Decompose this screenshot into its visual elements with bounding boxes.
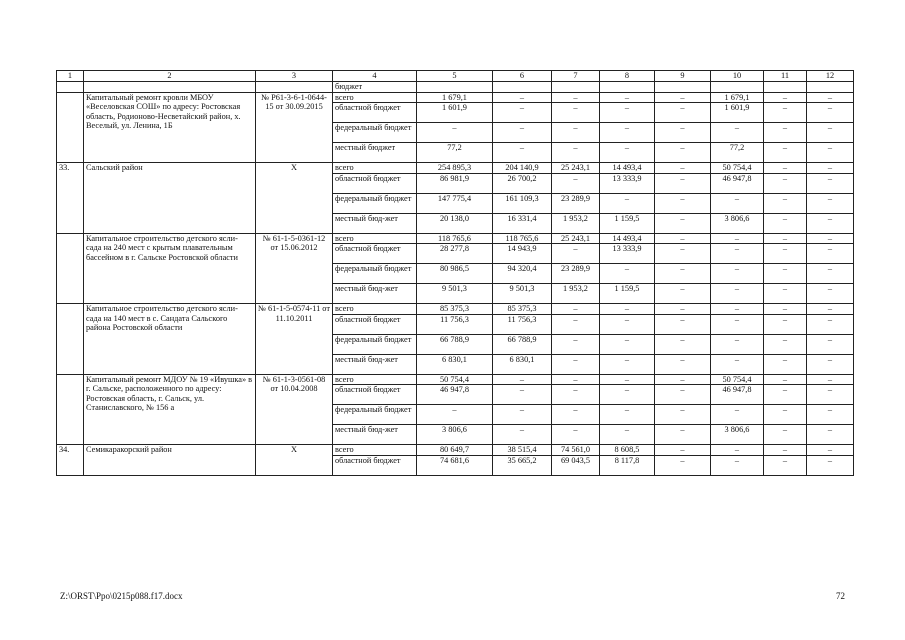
value-cell: –: [655, 354, 711, 374]
value-cell: 13 333,9: [600, 173, 655, 193]
value-cell: –: [807, 123, 854, 143]
funding-source-label: федеральный бюджет: [333, 405, 417, 425]
value-cell: –: [552, 405, 600, 425]
value-cell: –: [764, 425, 807, 445]
row-number-cell: [57, 92, 84, 163]
value-cell: –: [711, 445, 764, 456]
row-number-cell: [57, 304, 84, 375]
value-cell: 118 765,6: [417, 233, 493, 244]
value-cell: –: [711, 264, 764, 284]
funding-source-label: областной бюджет: [333, 103, 417, 123]
table-row: [57, 92, 854, 103]
value-cell: –: [417, 123, 493, 143]
column-number-header: 2: [84, 71, 256, 82]
value-cell: –: [807, 163, 854, 174]
row-number-cell: [57, 233, 84, 304]
value-cell: 14 493,4: [600, 233, 655, 244]
value-cell: –: [764, 123, 807, 143]
value-cell: 80 986,5: [417, 264, 493, 284]
funding-source-label: местный бюд-жет: [333, 354, 417, 374]
value-cell: –: [711, 233, 764, 244]
value-cell: –: [764, 173, 807, 193]
value-cell: –: [552, 143, 600, 163]
value-cell: –: [655, 173, 711, 193]
value-cell: –: [764, 284, 807, 304]
value-cell: –: [764, 264, 807, 284]
value-cell: –: [764, 244, 807, 264]
value-cell: –: [600, 264, 655, 284]
value-cell: –: [493, 405, 552, 425]
value-cell: –: [600, 425, 655, 445]
funding-source-label: местный бюд-жет: [333, 284, 417, 304]
value-cell: 46 947,8: [711, 173, 764, 193]
object-name-cell: Сальский район: [84, 163, 256, 234]
value-cell: –: [807, 143, 854, 163]
value-cell: 1 159,5: [600, 213, 655, 233]
value-cell: 74 561,0: [552, 445, 600, 456]
value-cell: –: [807, 92, 854, 103]
value-cell: 1 601,9: [711, 103, 764, 123]
funding-source-label: всего: [333, 92, 417, 103]
value-cell: –: [711, 455, 764, 475]
footer-file-path: Z:\ORST\Ppo\0215p088.f17.docx: [60, 591, 183, 601]
value-cell: –: [711, 354, 764, 374]
value-cell: –: [807, 193, 854, 213]
value-cell: 1 953,2: [552, 284, 600, 304]
value-cell: 46 947,8: [417, 385, 493, 405]
value-cell: 25 243,1: [552, 163, 600, 174]
document-number-cell: № 61-1-5-0361-12 от 15.06.2012: [256, 233, 333, 304]
value-cell: 1 679,1: [711, 92, 764, 103]
value-cell: –: [655, 445, 711, 456]
value-cell: –: [493, 103, 552, 123]
column-number-header: 3: [256, 71, 333, 82]
value-cell: [600, 82, 655, 93]
value-cell: –: [807, 405, 854, 425]
value-cell: 254 895,3: [417, 163, 493, 174]
funding-source-label: областной бюджет: [333, 244, 417, 264]
value-cell: 50 754,4: [711, 163, 764, 174]
value-cell: –: [807, 264, 854, 284]
value-cell: –: [807, 304, 854, 315]
value-cell: 66 788,9: [417, 334, 493, 354]
value-cell: –: [807, 314, 854, 334]
funding-source-label: всего: [333, 233, 417, 244]
value-cell: –: [807, 213, 854, 233]
column-number-header: 1: [57, 71, 84, 82]
budget-table: [56, 70, 854, 476]
value-cell: [655, 82, 711, 93]
value-cell: –: [552, 123, 600, 143]
value-cell: –: [655, 425, 711, 445]
value-cell: –: [493, 92, 552, 103]
funding-source-label: областной бюджет: [333, 173, 417, 193]
value-cell: –: [807, 284, 854, 304]
value-cell: –: [764, 304, 807, 315]
value-cell: –: [807, 455, 854, 475]
object-name-cell: Семикаракорский район: [84, 445, 256, 476]
funding-source-label: федеральный бюджет: [333, 193, 417, 213]
funding-source-label: местный бюд-жет: [333, 425, 417, 445]
column-number-header: 11: [764, 71, 807, 82]
funding-source-label: всего: [333, 374, 417, 385]
value-cell: –: [711, 334, 764, 354]
value-cell: [711, 82, 764, 93]
value-cell: –: [655, 193, 711, 213]
column-number-header: 8: [600, 71, 655, 82]
value-cell: –: [493, 374, 552, 385]
value-cell: –: [764, 143, 807, 163]
value-cell: –: [552, 314, 600, 334]
row-number-cell: 33.: [57, 163, 84, 234]
funding-source-label: местный бюджет: [333, 143, 417, 163]
value-cell: 28 277,8: [417, 244, 493, 264]
value-cell: –: [807, 244, 854, 264]
funding-source-label: всего: [333, 445, 417, 456]
value-cell: 50 754,4: [417, 374, 493, 385]
object-name-cell: Капитальный ремонт МДОУ № 19 «Ивушка» в г. Сальске, расположенного по адресу: Ростовская область, г. Сальск, ул. Станиславского, № 156 а: [84, 374, 256, 445]
value-cell: –: [600, 314, 655, 334]
value-cell: –: [552, 103, 600, 123]
value-cell: –: [552, 92, 600, 103]
table-row: [57, 82, 854, 93]
table-header-row: [57, 71, 854, 82]
value-cell: [764, 82, 807, 93]
table-row: [57, 374, 854, 385]
funding-source-label: местный бюд-жет: [333, 213, 417, 233]
value-cell: 77,2: [417, 143, 493, 163]
value-cell: [807, 82, 854, 93]
value-cell: –: [552, 374, 600, 385]
funding-source-label: федеральный бюджет: [333, 264, 417, 284]
value-cell: –: [600, 405, 655, 425]
value-cell: –: [807, 354, 854, 374]
value-cell: –: [600, 304, 655, 315]
value-cell: –: [764, 193, 807, 213]
funding-source-label: областной бюджет: [333, 455, 417, 475]
value-cell: [417, 82, 493, 93]
value-cell: –: [655, 103, 711, 123]
value-cell: –: [807, 445, 854, 456]
value-cell: 16 331,4: [493, 213, 552, 233]
value-cell: –: [493, 385, 552, 405]
value-cell: –: [807, 103, 854, 123]
value-cell: 161 109,3: [493, 193, 552, 213]
value-cell: –: [600, 92, 655, 103]
value-cell: –: [807, 233, 854, 244]
value-cell: –: [764, 334, 807, 354]
document-number-cell: № 61-1-5-0574-11 от 11.10.2011: [256, 304, 333, 375]
value-cell: 46 947,8: [711, 385, 764, 405]
funding-source-label: областной бюджет: [333, 314, 417, 334]
value-cell: [493, 82, 552, 93]
funding-source-label: бюджет: [333, 82, 417, 93]
value-cell: 204 140,9: [493, 163, 552, 174]
value-cell: 11 756,3: [417, 314, 493, 334]
value-cell: –: [655, 143, 711, 163]
object-name-cell: Капитальное строительство детского ясли-сада на 140 мест в с. Сандата Сальского района Ростовской области: [84, 304, 256, 375]
value-cell: –: [655, 374, 711, 385]
value-cell: 85 375,3: [417, 304, 493, 315]
value-cell: 11 756,3: [493, 314, 552, 334]
column-number-header: 10: [711, 71, 764, 82]
value-cell: –: [764, 103, 807, 123]
value-cell: 9 501,3: [417, 284, 493, 304]
value-cell: 1 679,1: [417, 92, 493, 103]
value-cell: –: [552, 173, 600, 193]
table-row: [57, 233, 854, 244]
row-number-cell: [57, 374, 84, 445]
value-cell: –: [600, 103, 655, 123]
value-cell: –: [493, 123, 552, 143]
value-cell: 14 493,4: [600, 163, 655, 174]
document-number-cell: [256, 82, 333, 93]
funding-source-label: областной бюджет: [333, 385, 417, 405]
value-cell: –: [711, 244, 764, 264]
value-cell: –: [807, 173, 854, 193]
footer-page-number: 72: [836, 591, 845, 601]
value-cell: 6 830,1: [493, 354, 552, 374]
value-cell: 13 333,9: [600, 244, 655, 264]
value-cell: 8 608,5: [600, 445, 655, 456]
value-cell: –: [655, 233, 711, 244]
value-cell: –: [655, 213, 711, 233]
table-row: [57, 304, 854, 315]
value-cell: –: [600, 374, 655, 385]
value-cell: –: [493, 425, 552, 445]
value-cell: –: [711, 123, 764, 143]
value-cell: 85 375,3: [493, 304, 552, 315]
value-cell: –: [552, 244, 600, 264]
value-cell: –: [655, 304, 711, 315]
value-cell: –: [764, 233, 807, 244]
value-cell: –: [552, 385, 600, 405]
value-cell: –: [655, 314, 711, 334]
value-cell: –: [493, 143, 552, 163]
value-cell: –: [552, 334, 600, 354]
value-cell: 35 665,2: [493, 455, 552, 475]
value-cell: –: [552, 304, 600, 315]
value-cell: –: [764, 163, 807, 174]
value-cell: 38 515,4: [493, 445, 552, 456]
column-number-header: 7: [552, 71, 600, 82]
value-cell: –: [711, 405, 764, 425]
value-cell: –: [764, 385, 807, 405]
value-cell: –: [600, 354, 655, 374]
column-number-header: 5: [417, 71, 493, 82]
document-number-cell: Х: [256, 445, 333, 476]
column-number-header: 9: [655, 71, 711, 82]
document-number-cell: № Р61-3-6-1-0644-15 от 30.09.2015: [256, 92, 333, 163]
value-cell: 14 943,9: [493, 244, 552, 264]
value-cell: –: [807, 425, 854, 445]
value-cell: 23 289,9: [552, 264, 600, 284]
value-cell: 50 754,4: [711, 374, 764, 385]
value-cell: –: [764, 314, 807, 334]
value-cell: –: [711, 314, 764, 334]
value-cell: –: [764, 354, 807, 374]
value-cell: –: [764, 405, 807, 425]
object-name-cell: [84, 82, 256, 93]
value-cell: –: [417, 405, 493, 425]
value-cell: 20 138,0: [417, 213, 493, 233]
document-number-cell: № 61-1-3-0561-08 от 10.04.2008: [256, 374, 333, 445]
value-cell: –: [655, 334, 711, 354]
value-cell: –: [600, 123, 655, 143]
column-number-header: 4: [333, 71, 417, 82]
value-cell: [552, 82, 600, 93]
value-cell: 3 806,6: [417, 425, 493, 445]
row-number-cell: [57, 82, 84, 93]
value-cell: –: [711, 304, 764, 315]
value-cell: 77,2: [711, 143, 764, 163]
column-number-header: 12: [807, 71, 854, 82]
value-cell: 66 788,9: [493, 334, 552, 354]
funding-source-label: всего: [333, 304, 417, 315]
value-cell: –: [600, 143, 655, 163]
value-cell: –: [655, 92, 711, 103]
value-cell: 1 601,9: [417, 103, 493, 123]
value-cell: –: [600, 334, 655, 354]
value-cell: 80 649,7: [417, 445, 493, 456]
value-cell: 23 289,9: [552, 193, 600, 213]
funding-source-label: федеральный бюджет: [333, 334, 417, 354]
value-cell: –: [552, 425, 600, 445]
value-cell: 6 830,1: [417, 354, 493, 374]
value-cell: –: [655, 244, 711, 264]
row-number-cell: 34.: [57, 445, 84, 476]
value-cell: –: [711, 193, 764, 213]
value-cell: 147 775,4: [417, 193, 493, 213]
value-cell: –: [655, 455, 711, 475]
value-cell: 118 765,6: [493, 233, 552, 244]
value-cell: –: [600, 193, 655, 213]
value-cell: –: [600, 385, 655, 405]
value-cell: 74 681,6: [417, 455, 493, 475]
value-cell: 9 501,3: [493, 284, 552, 304]
value-cell: –: [764, 92, 807, 103]
value-cell: –: [764, 374, 807, 385]
funding-source-label: федеральный бюджет: [333, 123, 417, 143]
document-number-cell: Х: [256, 163, 333, 234]
value-cell: 3 806,6: [711, 425, 764, 445]
value-cell: 8 117,8: [600, 455, 655, 475]
object-name-cell: Капитальное строительство детского ясли-сада на 240 мест с крытым плавательным бассейном в г. Сальске Ростовской области: [84, 233, 256, 304]
value-cell: –: [764, 213, 807, 233]
value-cell: 25 243,1: [552, 233, 600, 244]
value-cell: 94 320,4: [493, 264, 552, 284]
column-number-header: 6: [493, 71, 552, 82]
funding-source-label: всего: [333, 163, 417, 174]
value-cell: 69 043,5: [552, 455, 600, 475]
value-cell: –: [655, 385, 711, 405]
value-cell: –: [655, 123, 711, 143]
value-cell: 86 981,9: [417, 173, 493, 193]
value-cell: –: [552, 354, 600, 374]
value-cell: 3 806,6: [711, 213, 764, 233]
value-cell: –: [655, 163, 711, 174]
value-cell: 1 159,5: [600, 284, 655, 304]
value-cell: –: [764, 455, 807, 475]
value-cell: –: [807, 334, 854, 354]
value-cell: 26 700,2: [493, 173, 552, 193]
table-row: [57, 445, 854, 456]
value-cell: –: [711, 284, 764, 304]
value-cell: 1 953,2: [552, 213, 600, 233]
value-cell: –: [655, 264, 711, 284]
value-cell: –: [655, 405, 711, 425]
value-cell: –: [807, 374, 854, 385]
object-name-cell: Капитальный ремонт кровли МБОУ «Веселовская СОШ» по адресу: Ростовская область, Родионово-Несветайский район, х. Веселый, ул. Ленина, 1Б: [84, 92, 256, 163]
value-cell: –: [655, 284, 711, 304]
value-cell: –: [764, 445, 807, 456]
table-row: [57, 163, 854, 174]
value-cell: –: [807, 385, 854, 405]
